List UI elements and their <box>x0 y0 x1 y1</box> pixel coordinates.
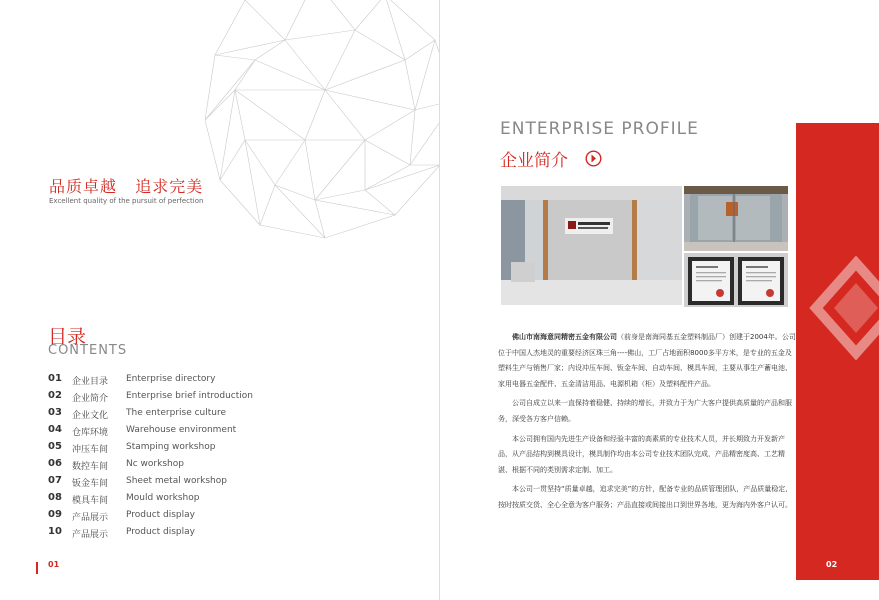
right-page <box>440 0 879 600</box>
table-of-contents <box>48 373 308 543</box>
slogan-english: Excellent quality of the pursuit of perfection <box>49 197 204 205</box>
toc-item[interactable] <box>48 492 308 509</box>
paragraph-1: （前身是南海同基五金塑料制品厂）创建于2004年。公司位于中国人杰地灵的重要经济区珠三角----佛山，工厂占地面积8000多平方米，是专业的五金及塑料生产与销售厂家；内设冲压车间、钣金车间、自动车间、模具车间，主要从事生产蓄电池、家用电器五金配件、五金清洁用品、电源机箱（柜）及塑料配件产品。 <box>498 333 796 388</box>
toc-item[interactable] <box>48 407 308 424</box>
paragraph-2: 公司自成立以来一直保持着稳健、持续的增长，并致力于为广大客户提供高质量的产品和服务，深受各方客户信赖。 <box>498 399 792 423</box>
toc-item[interactable] <box>48 526 308 543</box>
decorative-red-bar <box>796 123 879 580</box>
toc-label-english: The enterprise culture <box>126 408 227 418</box>
section-title-english: ENTERPRISE PROFILE <box>500 119 699 139</box>
toc-label-english: Stamping workshop <box>126 442 216 452</box>
toc-label-english: Mould workshop <box>126 493 200 503</box>
toc-label-chinese: 企业简介 <box>72 394 109 404</box>
paragraph-4: 本公司一贯坚持“质量卓越，追求完美”的方针，配备专业的品质管理团队，产品质量稳定，按时按质交货、全心全意为客户服务；产品直接或间接出口到世界各地，更为海内外客户认可。 <box>498 485 793 509</box>
toc-label-chinese: 企业文化 <box>72 411 109 421</box>
company-name: 佛山市南海意同精密五金有限公司 <box>512 333 617 341</box>
toc-label-english: Warehouse environment <box>126 425 237 435</box>
toc-label-chinese: 产品展示 <box>72 513 109 523</box>
toc-item[interactable] <box>48 441 308 458</box>
toc-item[interactable] <box>48 458 308 475</box>
toc-title-chinese: 目录 <box>48 326 87 348</box>
toc-title-english: CONTENTS <box>48 343 128 358</box>
toc-label-chinese: 产品展示 <box>72 530 109 540</box>
toc-number: 01 <box>48 373 62 384</box>
arrow-right-circle-icon[interactable] <box>585 150 602 167</box>
paragraph-3: 本公司拥有国内先进生产设备和经验丰富的高素质的专业技术人员，并长期致力开发新产品，从产品结构到模具设计，模具制作均由本公司专业技术团队完成，产品精密度高、工艺精湛、根据不同的类别需求定制、加工。 <box>498 434 785 474</box>
toc-number: 05 <box>48 441 62 452</box>
diamond-logo-icon <box>796 223 879 423</box>
toc-label-chinese: 企业目录 <box>72 377 109 387</box>
certificates-photo <box>684 253 788 307</box>
toc-label-chinese: 模具车间 <box>72 496 109 506</box>
toc-number: 03 <box>48 407 62 418</box>
page-number-left: 01 <box>48 560 60 569</box>
geodesic-sphere-graphic <box>205 0 439 240</box>
toc-number: 10 <box>48 526 62 537</box>
toc-item[interactable] <box>48 509 308 526</box>
toc-number: 06 <box>48 458 62 469</box>
left-page <box>0 0 439 600</box>
toc-number: 04 <box>48 424 62 435</box>
toc-label-english: Sheet metal workshop <box>126 476 227 486</box>
toc-item[interactable] <box>48 475 308 492</box>
toc-label-chinese: 仓库环境 <box>72 428 109 438</box>
section-title-chinese: 企业简介 <box>500 151 568 171</box>
toc-item[interactable] <box>48 390 308 407</box>
toc-label-chinese: 钣金车间 <box>72 479 109 489</box>
glass-entrance-photo <box>684 186 788 251</box>
toc-item[interactable] <box>48 373 308 390</box>
toc-label-english: Nc workshop <box>126 459 184 469</box>
toc-label-english: Product display <box>126 510 195 520</box>
toc-number: 02 <box>48 390 62 401</box>
toc-number: 09 <box>48 509 62 520</box>
page-number-marker <box>36 562 38 574</box>
toc-item[interactable] <box>48 424 308 441</box>
toc-label-english: Enterprise directory <box>126 374 216 384</box>
toc-label-english: Enterprise brief introduction <box>126 391 253 401</box>
company-profile-text <box>498 330 798 518</box>
page-number-right: 02 <box>826 560 838 569</box>
reception-lobby-photo <box>501 186 682 305</box>
toc-number: 07 <box>48 475 62 486</box>
toc-label-chinese: 冲压车间 <box>72 445 109 455</box>
toc-number: 08 <box>48 492 62 503</box>
toc-label-chinese: 数控车间 <box>72 462 109 472</box>
slogan-chinese: 品质卓越 追求完美 <box>49 177 204 196</box>
toc-label-english: Product display <box>126 527 195 537</box>
